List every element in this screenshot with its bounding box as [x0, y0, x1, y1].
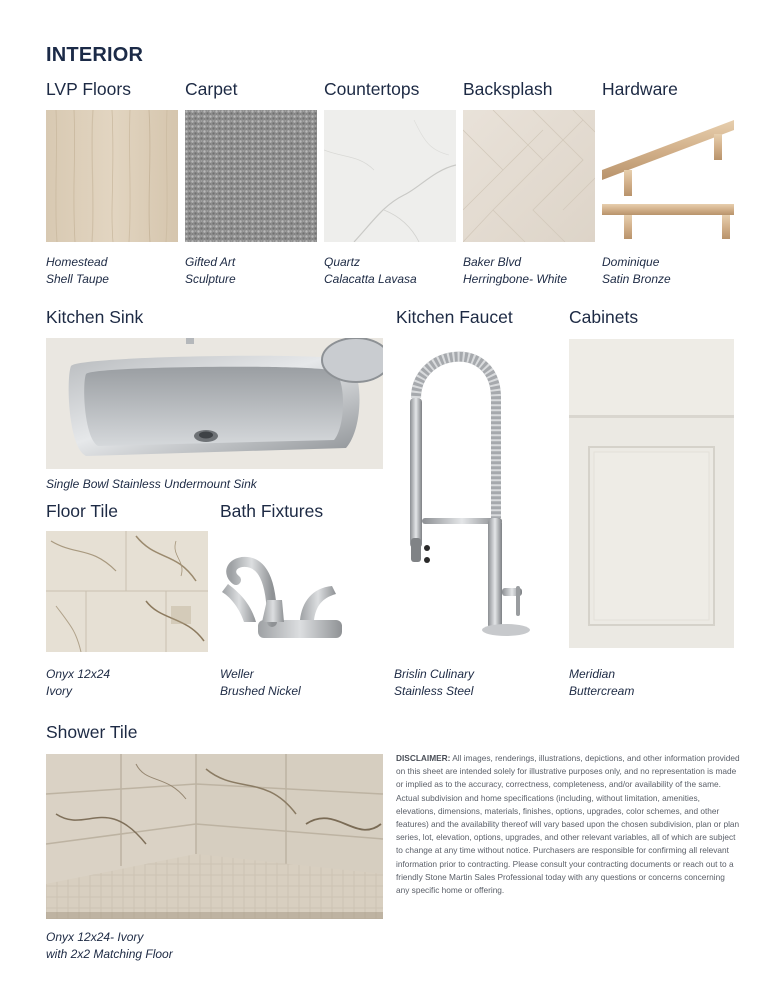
cabinets-name: Meridian — [569, 667, 616, 681]
shower-tile-name: Onyx 12x24- Ivory — [46, 930, 144, 944]
countertops-name: Quartz — [324, 255, 361, 269]
disclaimer — [396, 752, 740, 897]
hardware-finish: Satin Bronze — [602, 272, 671, 286]
kitchen-sink-image — [46, 338, 383, 469]
bath-fixtures-name: Weller — [220, 667, 254, 681]
kitchen-sink-name: Single Bowl Stainless Undermount Sink — [46, 477, 257, 491]
backsplash-swatch — [463, 110, 595, 242]
lvp-floors-swatch — [46, 110, 178, 242]
shower-tile-heading: Shower Tile — [46, 722, 138, 742]
floor-tile-color: Ivory — [46, 684, 73, 698]
bath-fixtures-image — [222, 540, 348, 646]
kitchen-faucet-name: Brislin Culinary — [394, 667, 475, 681]
bath-fixtures-finish: Brushed Nickel — [220, 684, 301, 698]
hardware-heading: Hardware — [602, 79, 678, 99]
floor-tile-heading: Floor Tile — [46, 501, 118, 521]
kitchen-faucet-finish: Stainless Steel — [394, 684, 474, 698]
countertops-swatch — [324, 110, 456, 242]
disclaimer-body: All images, renderings, illustrations, depictions, and other information provided on this sheet are intended solely for illustrative purposes only, and no representation is made or implied as to the accuracy, correctness, completeness, and/or availability of the same. Actual subdivision and home specifications (including, without limitation, amenities, elevations, dimensions, materials, finishes, options, upgrades, color schemes, and other features) and the availability thereof will vary based upon the chosen subdivision, plan or plan series, lot, elevation, options, upgrades, and other relevant variables, all of which are subject to change at any time without notice. Purchasers are responsible for confirming all relevant information prior to contracting. Please consult your contracting documents or reach out to a friendly Stone Martin Sales Professional today with any questions or concerns concerning any specific home or offering. — [396, 753, 740, 896]
floor-tile-swatch — [46, 531, 208, 652]
page-title: INTERIOR — [46, 44, 144, 66]
backsplash-name: Baker Blvd — [463, 255, 522, 269]
shower-tile-floor: with 2x2 Matching Floor — [46, 947, 173, 961]
kitchen-faucet-image — [396, 338, 548, 648]
backsplash-color: Herringbone- White — [463, 272, 568, 286]
cabinets-image — [569, 339, 734, 648]
backsplash-heading: Backsplash — [463, 79, 553, 99]
cabinets-heading: Cabinets — [569, 307, 639, 327]
lvp-floors-name: Homestead — [46, 255, 108, 269]
floor-tile-name: Onyx 12x24 — [46, 667, 111, 681]
kitchen-faucet-heading: Kitchen Faucet — [396, 307, 513, 327]
carpet-heading: Carpet — [185, 79, 238, 99]
hardware-name: Dominique — [602, 255, 660, 269]
hardware-swatch — [602, 110, 734, 242]
carpet-color: Sculpture — [185, 272, 236, 286]
lvp-floors-heading: LVP Floors — [46, 79, 131, 99]
disclaimer-lead: DISCLAIMER: — [396, 753, 451, 763]
bath-fixtures-heading: Bath Fixtures — [220, 501, 324, 521]
shower-tile-image — [46, 754, 383, 919]
countertops-color: Calacatta Lavasa — [324, 272, 417, 286]
kitchen-sink-heading: Kitchen Sink — [46, 307, 144, 327]
cabinets-color: Buttercream — [569, 684, 635, 698]
carpet-name: Gifted Art — [185, 255, 236, 269]
countertops-heading: Countertops — [324, 79, 420, 99]
lvp-floors-color: Shell Taupe — [46, 272, 109, 286]
carpet-swatch — [185, 110, 317, 242]
